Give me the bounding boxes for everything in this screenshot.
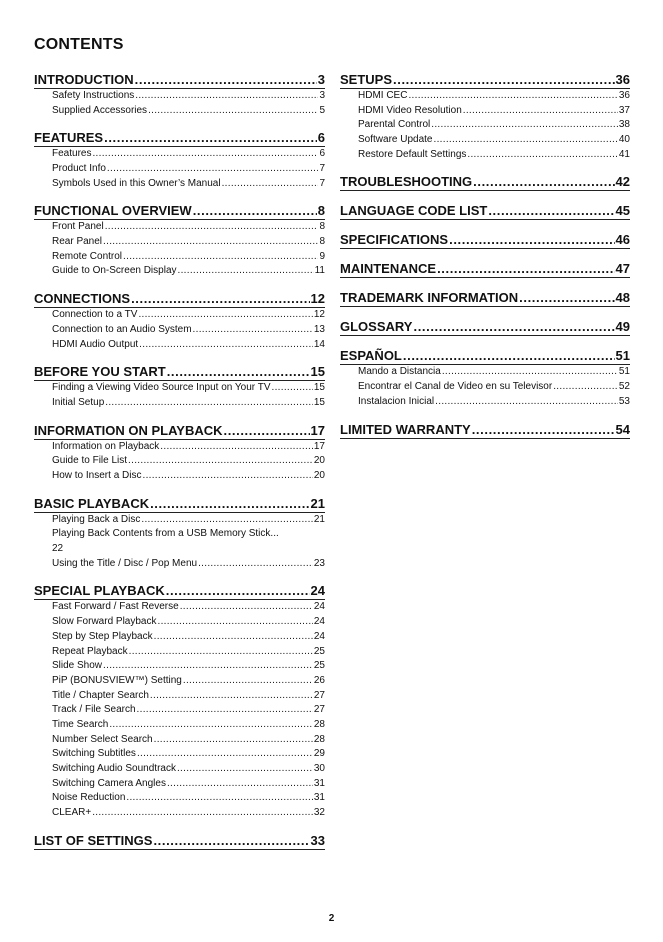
dot-leader: [128, 454, 313, 469]
toc-entry-page: 14: [313, 338, 325, 350]
toc-entry: [340, 104, 630, 119]
dot-leader: [431, 118, 618, 133]
toc-entry-page: 15: [313, 396, 325, 408]
section-heading-page: 6: [317, 130, 325, 146]
toc-entry-label: Slow Forward Playback: [52, 616, 157, 628]
toc-entry-label: Guide to File List: [52, 455, 128, 467]
toc-entry-page: 53: [618, 395, 630, 407]
toc-entry-label: Switching Camera Angles: [52, 777, 166, 789]
dot-leader: [434, 133, 618, 148]
dot-leader: [92, 806, 313, 821]
section-heading-page: 51: [615, 348, 630, 364]
toc-entry: [34, 440, 325, 455]
section-heading: [34, 582, 325, 600]
dot-leader: [129, 645, 313, 660]
section-heading-label: CONNECTIONS: [34, 291, 131, 307]
section-heading-label: TROUBLESHOOTING: [340, 174, 473, 190]
section-heading-page: 49: [615, 319, 630, 335]
dot-leader: [103, 235, 318, 250]
dot-leader: [139, 338, 313, 353]
toc-section-glossary: [340, 318, 630, 336]
toc-entry: [340, 133, 630, 148]
section-heading-label: LANGUAGE CODE LIST: [340, 203, 488, 219]
section-heading-label: TRADEMARK INFORMATION: [340, 290, 519, 306]
toc-section-troubleshooting: [340, 173, 630, 191]
dot-leader: [141, 513, 313, 528]
section-heading-page: 54: [615, 421, 630, 437]
dot-leader: [137, 747, 313, 762]
toc-entry-page: 22: [52, 543, 64, 555]
dot-leader: [467, 148, 617, 163]
toc-entry-label: Step by Step Playback: [52, 630, 153, 642]
section-heading: [340, 231, 630, 249]
toc-entry-label: PiP (BONUSVIEW™) Setting: [52, 674, 182, 686]
toc-left-column: [34, 71, 325, 850]
toc-entry-label: Remote Control: [52, 250, 123, 262]
toc-entry-page: 20: [313, 469, 325, 481]
toc-entry-page: 17: [313, 440, 325, 452]
dot-leader: [150, 689, 313, 704]
toc-entry-page: 28: [313, 733, 325, 745]
toc-right-column: [340, 71, 630, 439]
toc-entry-page: 28: [313, 718, 325, 730]
toc-entry-label: Supplied Accessories: [52, 104, 148, 116]
toc-entry-label: Using the Title / Disc / Pop Menu: [52, 557, 198, 569]
toc-entry: [340, 89, 630, 104]
toc-entry-label: HDMI CEC: [358, 89, 408, 101]
section-heading-page: 45: [615, 203, 630, 219]
toc-section-basic-playback: [34, 495, 325, 572]
toc-entry: [34, 777, 325, 792]
dot-leader: [442, 365, 618, 380]
toc-entry: [34, 469, 325, 484]
toc-section-language-code-list: [340, 202, 630, 220]
toc-entry-label: Restore Default Settings: [358, 148, 467, 160]
toc-entry: [34, 659, 325, 674]
section-heading: [34, 495, 325, 513]
section-heading-label: LIST OF SETTINGS: [34, 832, 153, 848]
section-heading-label: GLOSSARY: [340, 319, 413, 335]
toc-entry-label: Playing Back Contents from a USB Memory Stick: [52, 528, 271, 540]
section-heading-label: ESPAÑOL: [340, 348, 402, 364]
toc-entry-page: 40: [618, 134, 630, 146]
toc-entry-label: Initial Setup: [52, 396, 105, 408]
toc-entry-page: 25: [313, 645, 325, 657]
toc-entry-page: 15: [313, 382, 325, 394]
toc-entry: [34, 674, 325, 689]
page-title: CONTENTS: [34, 36, 124, 53]
toc-entry-page: 36: [618, 89, 630, 101]
section-heading: [340, 260, 630, 278]
toc-entry: [34, 177, 325, 192]
toc-entry-page: 29: [313, 748, 325, 760]
toc-entry-page: 5: [319, 104, 325, 116]
toc-entry-label: Noise Reduction: [52, 792, 126, 804]
toc-entry-label: Title / Chapter Search: [52, 689, 149, 701]
toc-entry-page: 13: [313, 323, 325, 335]
dot-leader: [519, 289, 614, 306]
toc-entry-page: 7: [319, 163, 325, 175]
dot-leader: [463, 104, 618, 119]
toc-entry-page: 11: [314, 265, 325, 277]
toc-entry-label: Switching Subtitles: [52, 748, 136, 760]
section-heading: [340, 202, 630, 220]
dot-leader: [224, 422, 310, 439]
toc-section-specifications: [340, 231, 630, 249]
toc-entry: [340, 118, 630, 133]
toc-entry-page: 24: [313, 616, 325, 628]
toc-entry-label: Guide to On-Screen Display: [52, 265, 177, 277]
section-heading-page: 47: [615, 261, 630, 277]
section-heading-page: 17: [310, 422, 325, 438]
toc-entry-label: HDMI Audio Output: [52, 338, 139, 350]
toc-entry: [340, 395, 630, 410]
toc-entry-page: 9: [319, 250, 325, 262]
section-heading: [34, 71, 325, 89]
toc-section-list-of-settings: [34, 832, 325, 850]
dot-leader: [138, 308, 312, 323]
toc-entry-label: Time Search: [52, 718, 109, 730]
toc-entry: [34, 513, 325, 528]
toc-section-limited-warranty: [340, 421, 630, 439]
toc-entry-page: 41: [618, 148, 630, 160]
dot-leader: [435, 395, 618, 410]
toc-entry-label: Features: [52, 148, 92, 160]
section-heading-page: 21: [310, 495, 325, 511]
toc-entry: [34, 689, 325, 704]
toc-entry-label: Fast Forward / Fast Reverse: [52, 601, 179, 613]
dot-leader: [166, 582, 310, 599]
toc-entry: [34, 308, 325, 323]
toc-section-espa-ol: [340, 347, 630, 409]
section-heading-page: 36: [615, 72, 630, 87]
dot-leader: [180, 600, 313, 615]
toc-entry: [34, 338, 325, 353]
toc-entry-label: Rear Panel: [52, 236, 103, 248]
section-heading: [340, 289, 630, 307]
toc-entry-page: 51: [618, 366, 630, 378]
section-heading: [340, 347, 630, 365]
toc-entry-page: 8: [319, 236, 325, 248]
toc-entry: [340, 365, 630, 380]
toc-entry-label: Slide Show: [52, 660, 103, 672]
toc-entry-page: 8: [319, 221, 325, 233]
toc-entry-page: 32: [313, 807, 325, 819]
dot-leader: [131, 290, 309, 307]
toc-entry-label: Repeat Playback: [52, 645, 128, 657]
dot-leader: [142, 469, 312, 484]
toc-entry: [34, 557, 325, 572]
toc-entry: [34, 527, 325, 556]
dot-leader: [135, 71, 317, 88]
section-heading-label: SPECIFICATIONS: [340, 232, 449, 248]
toc-entry-page: 27: [313, 689, 325, 701]
toc-entry-page: 26: [313, 674, 325, 686]
toc-entry-page: 24: [313, 601, 325, 613]
section-heading: [34, 202, 325, 220]
section-heading-page: 8: [317, 203, 325, 219]
toc-entry-label: How to Insert a Disc: [52, 469, 142, 481]
toc-entry: [34, 718, 325, 733]
dot-leader: [222, 177, 319, 192]
toc-entry-label: Product Info: [52, 163, 106, 175]
toc-entry-page: 30: [313, 763, 325, 775]
toc-entry: [34, 396, 325, 411]
dot-leader: [148, 104, 318, 119]
section-heading-label: FEATURES: [34, 130, 104, 146]
dot-leader: [167, 363, 310, 380]
dot-leader: [488, 202, 614, 219]
toc-entry-label: Symbols Used in this Owner’s Manual: [52, 177, 221, 189]
toc-entry-label: Information on Playback: [52, 440, 160, 452]
toc-entry: [34, 600, 325, 615]
toc-entry-page: 38: [618, 119, 630, 131]
toc-section-connections: [34, 290, 325, 352]
toc-entry: [34, 89, 325, 104]
section-heading: [340, 173, 630, 191]
toc-entry-page: 20: [313, 455, 325, 467]
dot-leader: [193, 202, 317, 219]
dot-leader: [92, 147, 318, 162]
toc-entry: [34, 762, 325, 777]
section-heading-page: 15: [310, 364, 325, 380]
toc-entry: [34, 220, 325, 235]
dot-leader: [154, 733, 313, 748]
toc-entry-label: Connection to an Audio System: [52, 323, 192, 335]
section-heading: [34, 363, 325, 381]
section-heading-label: FUNCTIONAL OVERVIEW: [34, 203, 192, 219]
toc-entry-label: HDMI Video Resolution: [358, 104, 462, 116]
toc-entry: [34, 806, 325, 821]
toc-entry: [34, 235, 325, 250]
toc-entry-label: Safety Instructions: [52, 89, 135, 101]
toc-entry-label: Encontrar el Canal de Video en su Televisor: [358, 381, 553, 393]
toc-entry-page: 52: [618, 381, 630, 393]
section-heading-label: LIMITED WARRANTY: [340, 421, 471, 437]
toc-entry-page: 37: [618, 104, 630, 116]
toc-entry-page: 7: [319, 177, 325, 189]
toc-entry-page: 6: [319, 148, 325, 160]
dot-leader: [160, 440, 313, 455]
dot-leader: [553, 380, 618, 395]
toc-entry-label: Playing Back a Disc: [52, 513, 141, 525]
toc-entry: [34, 265, 325, 280]
toc-entry-page: 27: [313, 704, 325, 716]
section-heading-label: INTRODUCTION: [34, 72, 134, 87]
dot-leader: [472, 421, 615, 438]
section-heading-page: 33: [310, 832, 325, 848]
section-heading: [34, 832, 325, 850]
section-heading: [340, 318, 630, 336]
toc-entry-label: Finding a Viewing Video Source Input on Your TV: [52, 382, 271, 394]
dot-leader: [107, 162, 319, 177]
section-heading-label: BASIC PLAYBACK: [34, 495, 150, 511]
dot-leader: [103, 659, 313, 674]
dot-leader: [135, 89, 318, 104]
dot-leader: [198, 557, 313, 572]
toc-section-information-on-playback: [34, 422, 325, 484]
dot-leader: [157, 615, 312, 630]
toc-section-before-you-start: [34, 363, 325, 410]
dot-leader: [437, 260, 614, 277]
dot-leader: [473, 173, 614, 190]
dot-leader: [177, 762, 313, 777]
dot-leader: [408, 89, 617, 104]
toc-entry-label: Track / File Search: [52, 704, 136, 716]
section-heading-label: MAINTENANCE: [340, 261, 437, 277]
toc-section-features: [34, 129, 325, 191]
toc-entry: [34, 104, 325, 119]
page-number: 2: [328, 913, 335, 924]
toc-entry: [340, 148, 630, 163]
section-heading-page: 3: [317, 72, 325, 87]
toc-entry: [34, 791, 325, 806]
toc-entry: [34, 703, 325, 718]
toc-entry-label: Instalacion Inicial: [358, 395, 435, 407]
dot-leader: [123, 250, 318, 265]
toc-entry-label: CLEAR+: [52, 807, 92, 819]
toc-entry-page: 31: [313, 777, 325, 789]
section-heading-label: SETUPS: [340, 72, 393, 87]
toc-entry-page: 21: [313, 513, 325, 525]
toc-entry: [34, 615, 325, 630]
dot-leader: [126, 791, 313, 806]
dot-leader: [449, 231, 614, 248]
section-heading: [340, 421, 630, 439]
section-heading-label: INFORMATION ON PLAYBACK: [34, 422, 223, 438]
toc-section-trademark-information: [340, 289, 630, 307]
toc-entry-page: 23: [313, 557, 325, 569]
toc-entry: [34, 630, 325, 645]
dot-leader: [105, 396, 313, 411]
toc-entry-page: 12: [313, 309, 325, 321]
dot-leader: [109, 718, 313, 733]
toc-entry-page: 25: [313, 660, 325, 672]
dot-leader: [153, 832, 309, 849]
toc-entry: [340, 380, 630, 395]
toc-entry: [34, 162, 325, 177]
toc-entry: [34, 250, 325, 265]
dot-leader: [167, 777, 313, 792]
toc-section-setups: [340, 71, 630, 162]
section-heading-page: 48: [615, 290, 630, 306]
dot-leader: [178, 265, 314, 280]
section-heading-page: 42: [615, 174, 630, 190]
toc-entry-label: Switching Audio Soundtrack: [52, 763, 176, 775]
section-heading-page: 12: [310, 291, 325, 307]
toc-entry: [34, 323, 325, 338]
toc-entry: [34, 733, 325, 748]
dot-leader: [183, 674, 313, 689]
toc-entry-label: Number Select Search: [52, 733, 153, 745]
section-heading: [34, 129, 325, 147]
dot-leader: [193, 323, 313, 338]
toc-section-maintenance: [340, 260, 630, 278]
dot-leader: [393, 71, 615, 88]
toc-entry-label: Connection to a TV: [52, 309, 138, 321]
toc-entry-label: Mando a Distancia: [358, 366, 441, 378]
section-heading-label: SPECIAL PLAYBACK: [34, 583, 165, 599]
section-heading: [34, 290, 325, 308]
dot-leader: [150, 495, 309, 512]
dot-leader: [154, 630, 313, 645]
dot-leader: [104, 129, 317, 146]
toc-entry-label: Parental Control: [358, 119, 431, 131]
section-heading-label: BEFORE YOU START: [34, 364, 166, 380]
toc-entry-label: Software Update: [358, 134, 433, 146]
toc-entry-page: 24: [313, 630, 325, 642]
section-heading-page: 24: [310, 583, 325, 599]
toc-entry-label: Front Panel: [52, 221, 104, 233]
toc-entry: [34, 381, 325, 396]
toc-entry-page: 31: [313, 792, 325, 804]
toc-entry: [34, 747, 325, 762]
section-heading: [34, 422, 325, 440]
toc-section-introduction: [34, 71, 325, 118]
toc-entry: [34, 147, 325, 162]
dot-leader: [403, 347, 615, 364]
dot-leader: [105, 220, 319, 235]
toc-section-functional-overview: [34, 202, 325, 279]
toc-entry: [34, 454, 325, 469]
dot-leader: [413, 318, 614, 335]
dot-leader: ...: [270, 528, 279, 540]
toc-entry-page: 3: [319, 89, 325, 101]
dot-leader: [137, 703, 313, 718]
section-heading: [340, 71, 630, 89]
dot-leader: [272, 381, 313, 396]
section-heading-page: 46: [615, 232, 630, 248]
toc-entry: [34, 645, 325, 660]
toc-section-special-playback: [34, 582, 325, 820]
